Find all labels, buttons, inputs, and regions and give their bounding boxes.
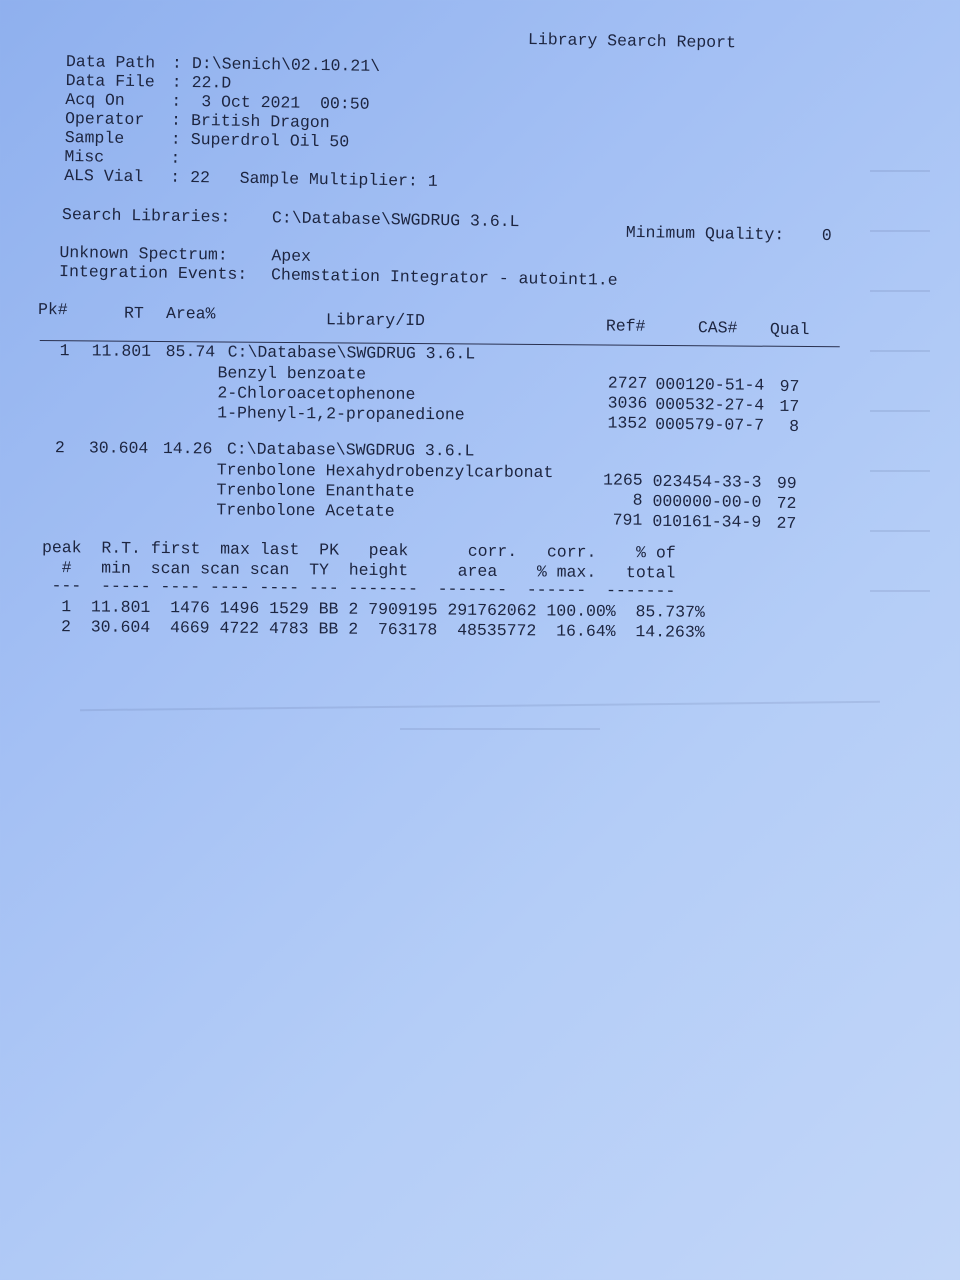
sample-label: Sample (64, 127, 125, 148)
hit-cas: 023454-33-3 (652, 471, 762, 492)
data-file-label: Data File (65, 70, 155, 92)
hit-qual: 97 (779, 376, 800, 396)
hit-cas: 010161-34-9 (652, 511, 762, 532)
hit-qual: 17 (779, 396, 800, 416)
hit-qual: 27 (776, 513, 797, 533)
misc-label: Misc (64, 146, 105, 167)
hit-ref: 2727 (607, 373, 648, 393)
operator-value: British Dragon (190, 110, 330, 133)
peak-library: C:\Database\SWGDRUG 3.6.L (226, 439, 475, 461)
col-header-pk: Pk# (37, 300, 68, 320)
unknown-spectrum-value: Apex (271, 246, 312, 266)
col-header-qual: Qual (769, 319, 810, 340)
col-header-cas: CAS# (697, 318, 738, 338)
als-vial-value: 22 Sample Multiplier: 1 (190, 167, 438, 191)
table-row: 1 11.801 1476 1496 1529 BB 2 7909195 291762062 100.00% 85.737% (41, 596, 705, 622)
hit-qual: 99 (776, 473, 797, 493)
search-libraries-value: C:\Database\SWGDRUG 3.6.L (271, 208, 520, 232)
hit-name: Benzyl benzoate (217, 363, 367, 384)
peak-rt: 11.801 (91, 341, 152, 361)
report-title: Library Search Report (527, 30, 737, 53)
hit-name: Trenbolone Enanthate (216, 480, 415, 501)
colon: : (171, 72, 182, 92)
hit-cas: 000000-00-0 (652, 491, 762, 512)
peak-rt: 30.604 (88, 438, 149, 458)
peak-library: C:\Database\SWGDRUG 3.6.L (227, 342, 476, 364)
data-path-value: D:\Senich\02.10.21\ (191, 53, 381, 76)
hit-ref: 3036 (607, 393, 648, 413)
peak-area: 85.74 (165, 342, 216, 362)
hit-ref: 1265 (602, 470, 643, 490)
colon: : (170, 148, 181, 168)
data-file-value: 22.D (191, 72, 232, 93)
hit-cas: 000532-27-4 (655, 394, 765, 415)
sample-value: Superdrol Oil 50 (190, 129, 350, 152)
integration-events-label: Integration Events: (58, 261, 248, 284)
integration-events-value: Chemstation Integrator - autoint1.e (270, 265, 618, 290)
hit-name: Trenbolone Acetate (216, 500, 395, 521)
hit-ref: 8 (632, 490, 643, 510)
hit-ref: 791 (612, 510, 643, 530)
search-libraries-label: Search Libraries: (61, 205, 231, 227)
als-vial-label: ALS Vial (64, 165, 144, 187)
col-header-ref: Ref# (605, 316, 646, 336)
colon: : (170, 129, 181, 149)
unknown-spectrum-label: Unknown Spectrum: (59, 242, 228, 265)
minimum-quality-label: Minimum Quality: (625, 222, 785, 245)
hit-cas: 000579-07-7 (655, 414, 765, 435)
hit-qual: 72 (776, 493, 797, 513)
hit-name: Trenbolone Hexahydrobenzylcarbonat (216, 460, 554, 483)
colon: : (171, 91, 182, 111)
minimum-quality-value: 0 (821, 225, 832, 246)
table-row: 2 30.604 4669 4722 4783 BB 2 763178 48535772 16.64% 14.263% (41, 616, 705, 642)
hit-ref: 1352 (607, 413, 648, 433)
colon: : (171, 53, 183, 73)
integration-header-line1: peak R.T. first max last PK peak corr. corr. % of (41, 538, 676, 563)
hit-cas: 000120-51-4 (655, 374, 765, 395)
peak-number: 2 (54, 438, 65, 458)
integration-header-line2: # min scan scan scan TY height area % max. total (41, 557, 676, 583)
hit-name: 2-Chloroacetophenone (217, 383, 416, 404)
col-header-rt: RT (123, 303, 144, 323)
hit-qual: 8 (789, 416, 800, 436)
colon: : (170, 110, 182, 130)
col-header-area: Area% (165, 304, 216, 324)
col-header-library: Library/ID (325, 310, 426, 331)
acq-on-value: 3 Oct 2021 00:50 (191, 91, 370, 114)
peak-number: 1 (59, 341, 70, 361)
acq-on-label: Acq On (65, 89, 125, 110)
peak-area: 14.26 (162, 438, 213, 459)
integration-header-line3: --- ----- ---- ---- ---- --- ------- ------- ------ ------- (41, 575, 676, 601)
colon: : (170, 167, 181, 187)
operator-label: Operator (64, 108, 145, 130)
hit-name: 1-Phenyl-1,2-propanedione (217, 403, 465, 425)
data-path-label: Data Path (65, 52, 156, 73)
